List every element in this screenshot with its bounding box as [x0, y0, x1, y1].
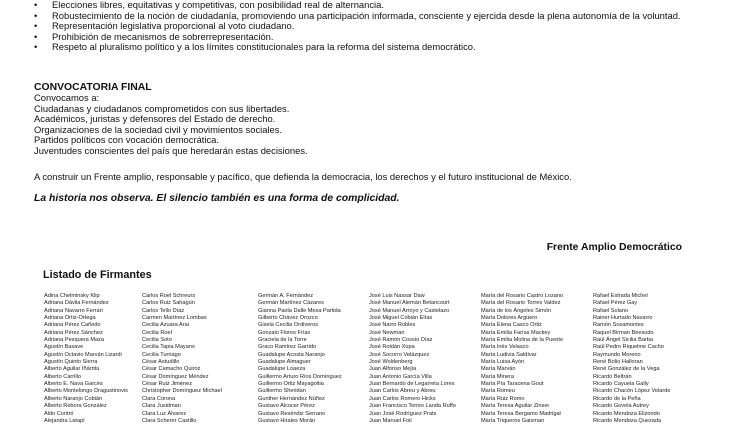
signatory-name: Ricardo de la Peña	[593, 395, 641, 402]
signatory-name: Carlos Tello Díaz	[142, 307, 185, 314]
principle-item: • Prohibición de mecanismos de sobrerrepresentación.	[34, 32, 681, 43]
convocatoria-heading: CONVOCATORIA FINAL	[34, 82, 152, 93]
signatory-name: Adriana Pérez Sánchez	[44, 329, 103, 336]
signatory-name: Rafael Estrada Michel	[593, 293, 648, 299]
principle-item: • Robustecimiento de la noción de ciudadanía, promoviendo una participación informada, consciente y ejercida desde la plena autonomía de la voluntad.	[34, 11, 681, 22]
signatory-name: Ricardo Mendoza Quezada	[593, 417, 662, 424]
signatory-name: Ricardo Cayuela Gally	[593, 381, 649, 388]
signatory-name: Cecilia Turriago	[142, 351, 181, 358]
signatory-name: Alberto Carrillo	[44, 373, 81, 380]
signatory-name: Carmen Martínez Lombas	[142, 315, 207, 322]
signatory-name: Agustín Quinto Sierra	[44, 359, 98, 366]
signatories-column-6	[593, 293, 670, 425]
signatory-name: Clara Luz Álvarez	[142, 410, 187, 417]
signatory-name: María Elena Casco Ortiz	[481, 322, 542, 329]
signatory-name: Ricardo Govela Autrey	[593, 403, 649, 410]
signatory-name: María Marván	[481, 366, 516, 373]
signatory-name: Cecilia Roel	[142, 329, 172, 336]
signatory-name: María Teresa Aguilar Zinser	[481, 403, 550, 410]
signatory-name: José Newman	[369, 329, 405, 336]
signatory-name: Gonzalo Flores Frías	[258, 329, 311, 336]
signatory-name: Raymundo Moreno	[593, 351, 641, 358]
signatory-name: Ricardo Mendoza Elizondo	[593, 410, 660, 417]
signatory-name: Gunther Hernández Núñez	[258, 395, 325, 402]
signatory-name: María Teresa Bergamo Madrigal	[481, 410, 561, 417]
signatories-column-1	[44, 293, 128, 425]
signatory-name: Alberto Naranjo Cobián	[44, 395, 103, 402]
signatory-name: José Woldenberg	[369, 359, 413, 366]
signatory-name: Guadalupe Almaguer	[258, 359, 311, 366]
signatory-name: Carlos Ruiz Sahagún	[142, 300, 195, 307]
signatory-name: María Minera	[481, 373, 514, 380]
signatory-name: Rafael Solano	[593, 307, 629, 314]
signatory-name: José Manuel Alemán Betancourt	[369, 300, 450, 307]
closing-quote: La historia nos observa. El silencio también es una forma de complicidad.	[34, 193, 400, 204]
signatory-name: Juan Alfonso Mejía	[369, 366, 417, 373]
convocatoria-line: Ciudadanas y ciudadanos comprometidos con sus libertades.	[34, 102, 290, 114]
signatory-name: Alberto Montelongo Dragustinovis	[44, 388, 128, 395]
signatory-name: Guillermo Ortiz Mayagoitia	[258, 381, 324, 388]
signatory-name: Agustín Octavio Marván Lizardi	[44, 351, 122, 358]
signatory-name: Alberto Aguilar Iñárritu	[44, 366, 100, 373]
signatory-name: Guillermo Sheridan	[258, 388, 306, 395]
signatory-name: Alberto Rebora González	[44, 403, 107, 410]
signatory-name: Graciela de la Torre	[258, 337, 307, 344]
signatory-name: Raúl Pedro Riquelme Cacho	[593, 344, 664, 351]
signatory-name: César Domínguez Méndez	[142, 373, 209, 380]
signatory-name: Guillermo Arturo Ríos Domínguez	[258, 373, 342, 380]
signatory-name: Guadalupe Acosta Naranjo	[258, 351, 325, 358]
signatory-name: Juan Antonio García Villa	[369, 373, 432, 380]
signatory-name: María de los Ángeles Simón	[481, 307, 551, 314]
signatory-name: Raúl Ángel Sicilia Barba	[593, 337, 654, 344]
signatory-name: Juan Francisco Torres Landa Ruffo	[369, 403, 456, 410]
signatory-name: César Camacho Quiroz	[142, 366, 201, 373]
signatory-name: Juan Carlos Romero Hicks	[369, 395, 436, 402]
convocatoria-line: Académicos, juristas y defensores del Estado de derecho.	[34, 113, 276, 125]
signatory-name: Gustavo Reséndiz Serrano	[258, 410, 326, 417]
convocatoria-line: Partidos políticos con vocación democrática.	[34, 134, 219, 146]
signatories-heading: Listado de Firmantes	[43, 269, 152, 281]
signatory-name: Ramón Sosamontes	[593, 322, 644, 329]
signatory-name: Gisela Cecilia Ordiveros	[258, 322, 318, 329]
signatory-name: María Dolores Argüero	[481, 315, 538, 322]
signatory-name: Clara Jusidman	[142, 403, 181, 410]
signatory-name: Adina Chelminsky Klip	[44, 293, 100, 299]
signatory-name: Guadalupe Loaeza	[258, 366, 306, 373]
signatory-name: César Astudillo	[142, 359, 180, 366]
signatory-name: Juan Carlos Abreu y Abreu	[369, 388, 436, 395]
signatory-name: Christopher Domínguez Michael	[142, 388, 222, 395]
signatory-name: Adriana Navarro Ferrari	[44, 307, 103, 314]
signatory-name: Adriana Pesquera Maza	[44, 337, 105, 344]
signatory-name: María Ludivia Saldívar	[481, 351, 537, 358]
signatory-name: René González de la Vega	[593, 366, 660, 373]
signatory-name: Juan Bernardo de Legarreta Lores	[369, 381, 455, 388]
signatory-name: Gustavo Alcocer Pérez	[258, 403, 315, 410]
signatory-name: Rafael Pérez Gay	[593, 300, 638, 307]
signatory-name: Germán A. Fernández	[258, 293, 314, 299]
principle-item: • Respeto al pluralismo político y a los límites constitucionales para la reforma del sistema democrático.	[34, 42, 681, 53]
signatory-name: Raquel Birman Beesudo	[593, 329, 654, 336]
signatory-name: Adriana Dávila Fernández	[44, 300, 109, 307]
signatory-name: María Emilia Molina de la Puente	[481, 337, 564, 344]
signatory-name: José Narro Robles	[369, 322, 416, 329]
signatory-name: María Triqueros Gaisman	[481, 417, 545, 424]
signatory-name: Carlos Roel Schreurs	[142, 293, 196, 299]
signatory-name: José Miguel Cobián Elías	[369, 315, 433, 322]
signatory-name: Juan Manuel Foil	[369, 417, 412, 424]
signatory-name: José Ramón Cossío Díaz	[369, 337, 433, 344]
signatory-name: César Ruiz Jiménez	[142, 381, 193, 388]
signatory-name: Cecilia Tapia Mayans	[142, 344, 195, 351]
principles-list	[34, 0, 681, 53]
signatory-name: Alejandra Latapí	[44, 417, 85, 424]
signatories-column-5	[481, 293, 563, 425]
signatory-name: José Socorro Velázquez	[369, 351, 430, 358]
signatory-name: María Romeu	[481, 388, 515, 395]
signatory-name: Rainer Hurtado Navarro	[593, 315, 653, 322]
signatory-name: Alberto E. Nava Garcés	[44, 381, 103, 388]
signatory-name: Ricardo Chacón López Velarde	[593, 388, 671, 395]
signatory-name: José Manuel Arroyo y Castelazo	[369, 307, 450, 314]
signatory-name: Adriana Pérez Cañedo	[44, 322, 101, 329]
signatory-name: Clara Scherer Castillo	[142, 417, 197, 424]
signatory-name: José Roldán Xopa	[369, 344, 415, 351]
signatory-name: María Pía Taracena Gout	[481, 381, 544, 388]
signatory-name: María Emilia Farías Mackey	[481, 329, 551, 336]
signatory-name: José Luis Nassar Daw	[369, 293, 425, 299]
signatories-column-3	[258, 293, 342, 425]
signature-line: Frente Amplio Democrático	[546, 242, 682, 253]
signatory-name: Adriana Ortiz-Ortega	[44, 315, 96, 322]
convocatoria-lines	[34, 93, 308, 157]
signatory-name: Gustavo Hirales Morán	[258, 417, 316, 424]
signatory-name: René Bolio Halloran	[593, 359, 643, 366]
principle-item: • Elecciones libres, equitativas y competitivas, con posibilidad real de alternancia.	[34, 0, 681, 11]
signatory-name: Cecilia Soto	[142, 337, 172, 344]
signatory-name: Gianna Paola Dalle Mesa Partida	[258, 307, 341, 314]
signatory-name: Juan José Rodríguez Prats	[369, 410, 437, 417]
principle-item: • Representación legislativa proporcional al voto ciudadano.	[34, 21, 681, 32]
signatories-column-2	[142, 293, 222, 425]
signatory-name: Gilberto Chávez Orozco	[258, 315, 318, 322]
signatory-name: Aldo Contró	[44, 410, 74, 417]
signatory-name: María del Rosario Castro Lozano	[481, 293, 564, 299]
closing-paragraph: A construir un Frente amplio, responsable y pacífico, que defienda la democracia, los derechos y el futuro institucional de México.	[34, 171, 572, 182]
signatory-name: Germán Martínez Cázares	[258, 300, 324, 307]
signatory-name: María Luisa Ayón	[481, 359, 525, 366]
signatory-name: María Ruiz Romo	[481, 395, 525, 402]
convocatoria-line: Convocamos a:	[34, 92, 100, 103]
signatory-name: Graco Ramírez Garrido	[258, 344, 317, 351]
signatory-name: Cecilia Azuara Arai	[142, 322, 189, 329]
convocatoria-line: Juventudes conscientes del país que heredarán estas decisiones.	[34, 144, 308, 156]
signatory-name: María Inés Velasco	[481, 344, 529, 351]
signatory-name: Agustín Basave	[44, 344, 84, 351]
signatory-name: Ricardo Beltrán	[593, 373, 632, 380]
signatories-column-4	[369, 293, 456, 425]
signatory-name: María del Rosario Torres Valdez	[481, 300, 561, 307]
signatory-name: Clara Corona	[142, 395, 176, 402]
convocatoria-line: Organizaciones de la sociedad civil y movimientos sociales.	[34, 123, 283, 135]
